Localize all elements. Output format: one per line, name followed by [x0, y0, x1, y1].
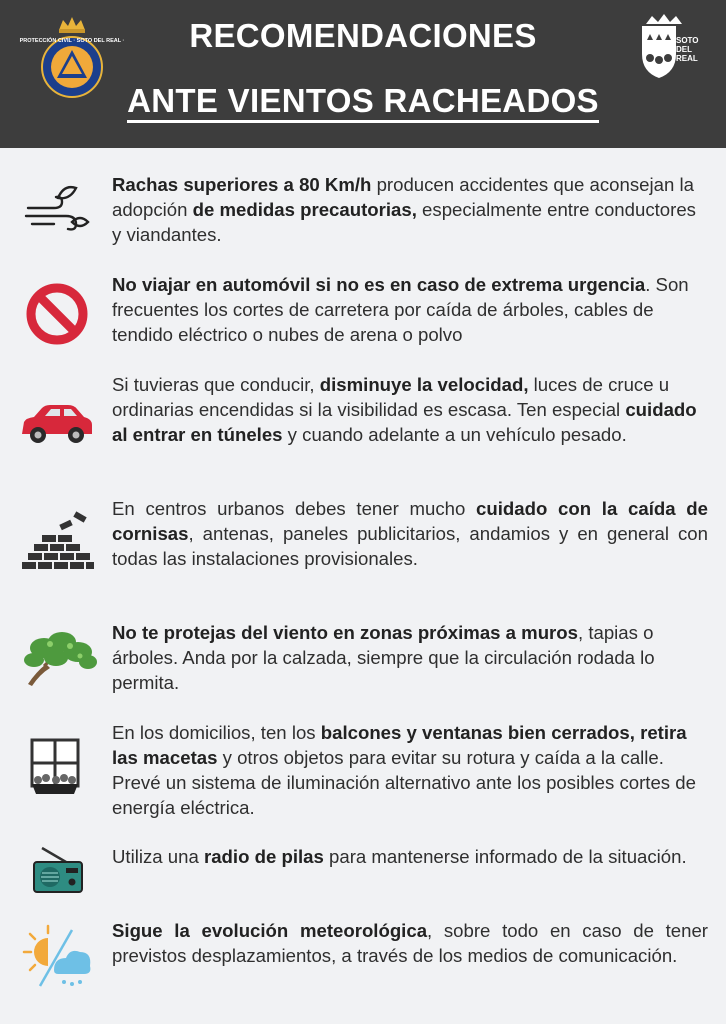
recommendation-text	[112, 844, 708, 869]
bold-text-segment: cuidado al entrar en túneles	[112, 399, 697, 445]
falling-bricks-icon	[14, 504, 100, 584]
page-title-line1: RECOMENDACIONES	[189, 17, 537, 54]
text-segment: luces de cruce u ordinarias encendidas si la visibilidad es escasa. Ten especial	[112, 374, 670, 420]
text-segment: Utiliza una	[112, 846, 204, 867]
text-segment: En los domicilios, ten los	[112, 722, 321, 743]
bold-text-segment: Sigue la evolución meteorológica	[112, 920, 428, 941]
recommendation-text	[112, 496, 708, 571]
radio-icon	[14, 844, 100, 924]
header-banner	[0, 0, 726, 148]
recommendation-text	[112, 620, 708, 695]
page-title-line2: ANTE VIENTOS RACHEADOS	[127, 82, 599, 123]
bold-text-segment: balcones y ventanas bien cerrados, retira las macetas	[112, 722, 687, 768]
window-flowerpot-icon	[14, 734, 100, 814]
text-segment: y otros objetos para evitar su rotura y caída a la calle. Prevé un sistema de iluminación alternativo ante los posibles cortes de energía eléctrica.	[112, 747, 696, 818]
prohibited-icon	[14, 274, 100, 354]
right-logo-line1: SOTO	[676, 36, 699, 45]
bold-text-segment: de medidas precautorias,	[192, 199, 417, 220]
text-segment: producen accidentes que aconsejan la adopción	[112, 174, 694, 220]
text-segment: , tapias o árboles. Anda por la calzada, siempre que la circulación rodada lo permita.	[112, 622, 655, 693]
right-logo-line2: DEL	[676, 45, 692, 54]
car-icon	[14, 384, 100, 464]
left-logo-text: PROTECCIÓN CIVIL · SOTO DEL REAL ·	[19, 38, 125, 44]
bold-text-segment: radio de pilas	[203, 846, 324, 867]
right-logo-line3: REAL	[676, 54, 698, 63]
wind-leaves-icon	[14, 178, 100, 258]
text-segment: En centros urbanos debes tener mucho	[112, 498, 477, 519]
recommendation-text	[112, 918, 708, 968]
text-segment: Si tuvieras que conducir,	[112, 374, 320, 395]
text-segment: para mantenerse informado de la situación.	[323, 846, 687, 867]
bold-text-segment: No te protejas del viento en zonas próximas a muros	[112, 622, 578, 643]
text-segment: y cuando adelante a un vehículo pesado.	[282, 424, 627, 445]
recommendation-text	[112, 720, 708, 820]
bold-text-segment: No viajar en automóvil si no es en caso de extrema urgencia	[112, 274, 646, 295]
text-segment: . Son frecuentes los cortes de carretera por caída de árboles, cables de tendido eléctrico o nubes de arena o polvo	[112, 274, 689, 345]
bold-text-segment: cuidado con la caída de cornisas	[112, 498, 708, 544]
bold-text-segment: Rachas superiores a 80 Km/h	[112, 174, 372, 195]
bold-text-segment: disminuye la velocidad,	[319, 374, 529, 395]
weather-icon	[14, 922, 100, 1002]
recommendation-text	[112, 272, 708, 347]
text-segment: , antenas, paneles publicitarios, andamios y en general con todas las instalaciones provisionales.	[112, 523, 708, 569]
recommendation-text	[112, 372, 708, 447]
recommendation-text	[112, 172, 708, 247]
text-segment: especialmente entre conductores y viandantes.	[112, 199, 696, 245]
tree-icon	[14, 620, 100, 700]
text-segment: , sobre todo en caso de tener previstos desplazamientos, a través de los medios de comunicación.	[112, 920, 708, 966]
